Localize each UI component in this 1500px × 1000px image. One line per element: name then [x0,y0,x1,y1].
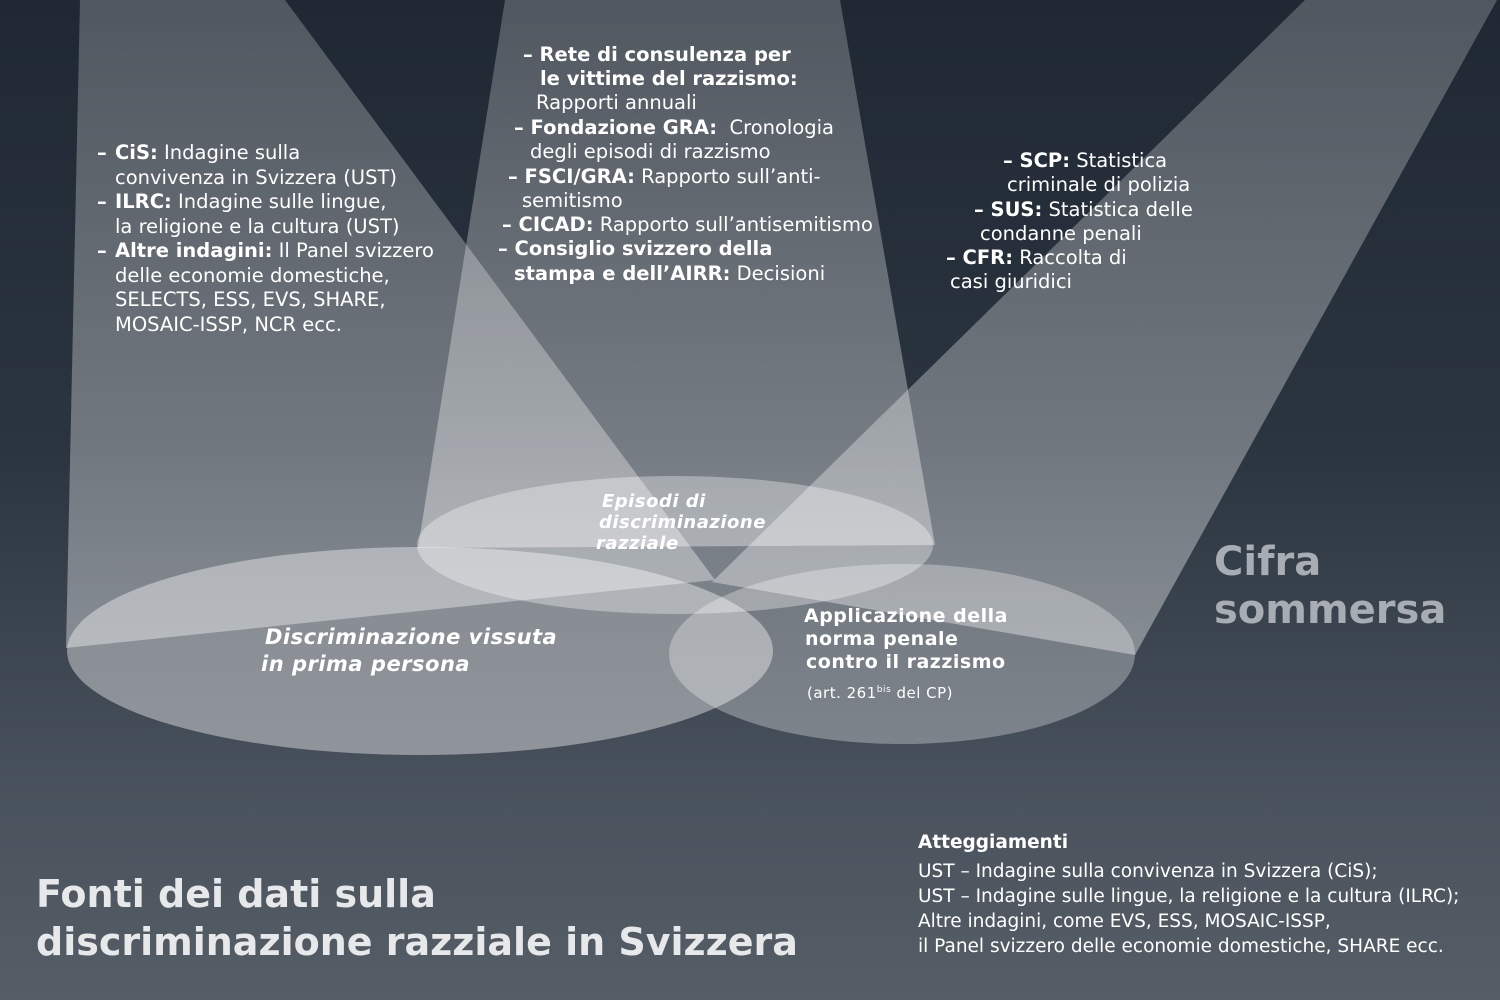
page-title: Fonti dei dati sulla discriminazione razziale in Svizzera [36,872,798,964]
left-source-item: – CiS: Indagine sulla convivenza in Svizzera (UST) [97,141,434,190]
attitudes-line: Altre indagini, come EVS, ESS, MOSAIC-ISSP, [918,911,1331,932]
attitudes-line: UST – Indagine sulle lingue, la religione e la cultura (ILRC); [918,886,1460,907]
cifra-sommersa-label: Cifra sommersa [1214,539,1447,633]
zone-right-note: (art. $261^{bis}$ del CP) [807,684,953,702]
left-sources [97,141,434,337]
attitudes-block [918,830,1459,959]
attitudes-title: Atteggiamenti [918,832,1069,853]
attitudes-line: il Panel svizzero delle economie domestiche, SHARE ecc. [918,936,1444,957]
left-source-item: – ILRC: Indagine sulle lingue, la religione e la cultura (UST) [97,190,434,239]
left-source-item: – Altre indagini: Il Panel svizzero delle economie domestiche, SELECTS, ESS, EVS, SHARE, MOSAIC-ISSP, NCR ecc. [97,239,434,337]
attitudes-line: UST – Indagine sulla convivenza in Svizzera (CiS); [918,861,1378,882]
